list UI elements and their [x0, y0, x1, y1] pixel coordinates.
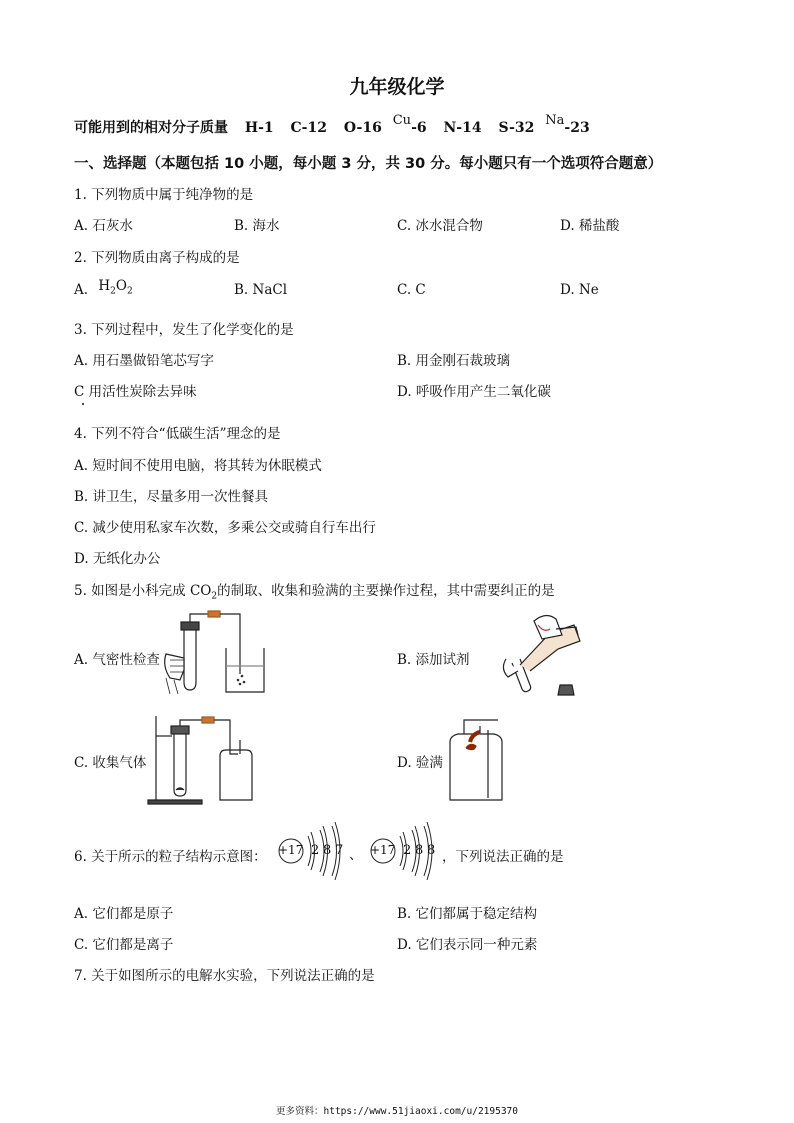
q3-stem: 3. 下列过程中，发生了化学变化的是 [74, 322, 294, 338]
q2-formula-h2o2 [98, 278, 133, 297]
atomic-mass-label: 可能用到的相对分子质量 [74, 120, 228, 136]
q7-stem: 7. 关于如图所示的电解水实验，下列说法正确的是 [74, 968, 375, 984]
mass-s: S-32 [498, 120, 535, 136]
particle-2-shell-1: 2 [403, 843, 412, 858]
q4-option-a: A. 短时间不使用电脑，将其转为休眠模式 [74, 458, 322, 474]
q5-stem-sub: 2 [211, 591, 218, 602]
q3-option-c: C 用活性炭除去异味 [74, 384, 197, 400]
q6-stem: 6. 关于所示的粒子结构示意图： [74, 849, 267, 865]
q6-option-a: A. 它们都是原子 [74, 906, 174, 922]
q2-option-b: B. NaCl [234, 282, 288, 298]
q6-option-c: C. 它们都是离子 [74, 937, 174, 953]
q4-option-c: C. 减少使用私家车次数，多乘公交或骑自行车出行 [74, 520, 376, 536]
q3-option-d: D. 呼吸作用产生二氧化碳 [397, 384, 551, 400]
q5-option-b: B. 添加试剂 [397, 652, 470, 668]
figure-adding-reagent [490, 605, 590, 700]
q6-option-d: D. 它们表示同一种元素 [397, 937, 538, 953]
figure-full-check [440, 712, 520, 804]
q6-option-b: B. 它们都属于稳定结构 [397, 906, 538, 922]
q1-option-a: A. 石灰水 [74, 218, 133, 234]
q2-stem: 2. 下列物质由离子构成的是 [74, 250, 240, 266]
q2-formula-h: H [98, 278, 111, 294]
q2-option-a [74, 278, 133, 301]
q2-option-c: C. C [397, 282, 426, 298]
particle-diagram-1 [274, 816, 344, 886]
mass-cu: -6 [411, 120, 427, 136]
mass-na-symbol: Na [545, 113, 565, 128]
particle-diagram-2 [366, 816, 438, 886]
q5-option-c: C. 收集气体 [74, 755, 147, 771]
atomic-mass-line [74, 113, 590, 137]
page-title: 九年级化学 [349, 76, 445, 98]
q2-option-d: D. Ne [560, 282, 599, 298]
section-heading: 一、选择题（本题包括 10 小题，每小题 3 分，共 30 分。每小题只有一个选项符合题意） [74, 156, 663, 172]
q1-option-b: B. 海水 [234, 218, 280, 234]
q5-option-d: D. 验满 [397, 755, 443, 771]
q5-stem-post: 的制取、收集和验满的主要操作过程，其中需要纠正的是 [217, 583, 555, 599]
stray-dot [82, 403, 84, 405]
q4-option-d: D. 无纸化办公 [74, 551, 161, 567]
particle-1-shell-1: 2 [311, 843, 320, 858]
q3-option-b: B. 用金刚石裁玻璃 [397, 353, 511, 369]
particle-2-shell-3: 8 [427, 843, 436, 858]
mass-n: N-14 [443, 120, 482, 136]
particle-1-shell-2: 8 [323, 843, 332, 858]
particle-1-nucleus: +17 [278, 843, 304, 857]
q1-stem: 1. 下列物质中属于纯净物的是 [74, 187, 254, 203]
mass-na: -23 [564, 120, 590, 136]
q1-option-d: D. 稀盐酸 [560, 218, 620, 234]
q6-stem-tail: ，下列说法正确的是 [442, 849, 564, 865]
q5-stem [74, 579, 555, 602]
q2-option-a-prefix: A. [74, 282, 89, 298]
q4-option-b: B. 讲卫生，尽量多用一次性餐具 [74, 489, 269, 505]
q4-stem: 4. 下列不符合“低碳生活”理念的是 [74, 426, 281, 442]
footer-link[interactable]: 更多资料：https://www.51jiaoxi.com/u/2195370 [276, 1106, 518, 1117]
q3-option-a: A. 用石墨做铅笔芯写字 [74, 353, 214, 369]
q5-stem-pre: 5. 如图是小科完成 CO [74, 583, 212, 599]
figure-airtightness-check [160, 608, 280, 696]
particle-separator: 、 [349, 847, 363, 863]
q5-option-a: A. 气密性检查 [74, 652, 160, 668]
mass-o: O-16 [343, 120, 382, 136]
particle-2-shell-2: 8 [415, 843, 424, 858]
mass-h: H-1 [244, 120, 274, 136]
q2-formula-sub1: 2 [110, 286, 116, 297]
mass-cu-symbol: Cu [392, 113, 412, 128]
q1-option-c: C. 冰水混合物 [397, 218, 483, 234]
q2-formula-o: O [115, 278, 127, 294]
particle-1-shell-3: 7 [335, 843, 344, 858]
mass-c: C-12 [290, 120, 327, 136]
figure-gas-collection [146, 710, 256, 806]
q2-formula-sub2: 2 [126, 286, 133, 297]
particle-2-nucleus: +17 [370, 843, 396, 857]
